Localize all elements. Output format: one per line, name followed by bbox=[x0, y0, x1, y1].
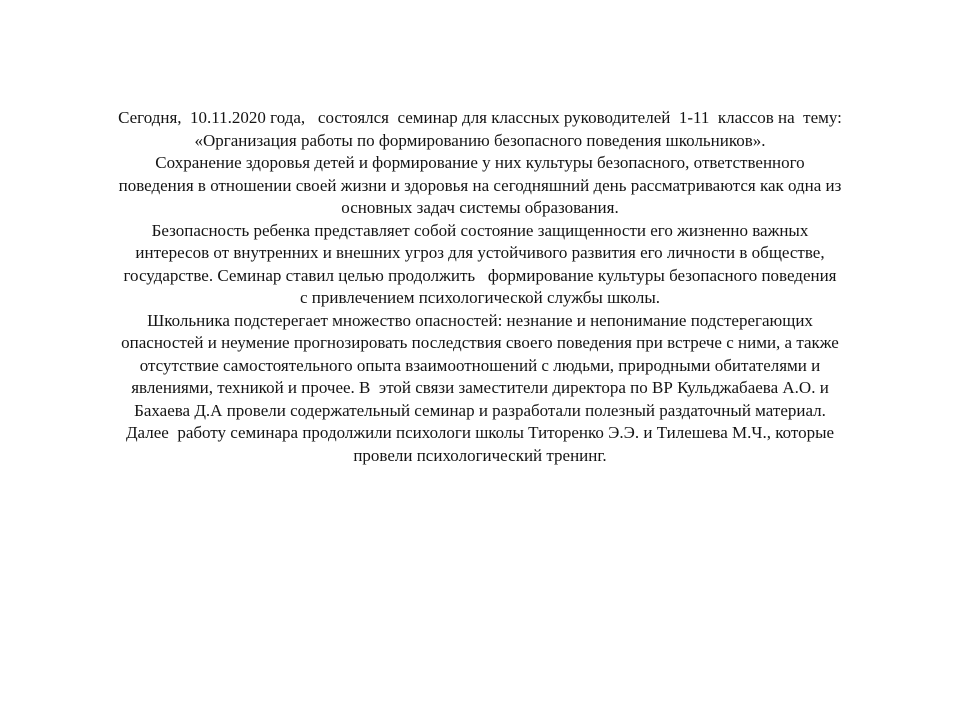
text-line: интересов от внутренних и внешних угроз для устойчивого развития его личности в обществе, bbox=[135, 243, 825, 262]
text-line: Бахаева Д.А провели содержательный семинар и разработали полезный раздаточный материал. bbox=[134, 400, 826, 420]
text-line: Безопасность ребенка представляет собой состояние защищенности его жизненно важных bbox=[151, 220, 809, 240]
text-line: Сохранение здоровья детей и формирование у них культуры безопасного, ответственного bbox=[155, 153, 805, 172]
text-line: «Организация работы по формированию безопасного поведения школьников». bbox=[194, 130, 766, 150]
text-line: Сегодня, 10.11.2020 года, состоялся семинар для классных руководителей 1-11 классов на тему: bbox=[118, 108, 842, 127]
document-body bbox=[40, 107, 920, 467]
text-line: поведения в отношении своей жизни и здоровья на сегодняшний день рассматриваются как одна из bbox=[118, 175, 842, 195]
text-line: явлениями, техникой и прочее. В этой связи заместители директора по ВР Кульджабаева А.О. и bbox=[131, 378, 829, 397]
text-line: провели психологический тренинг. bbox=[353, 445, 607, 465]
text-line: с привлечением психологической службы школы. bbox=[299, 288, 661, 307]
text-line: основных задач системы образования. bbox=[341, 198, 619, 217]
text-line: государстве. Семинар ставил целью продолжить формирование культуры безопасного поведения bbox=[123, 265, 837, 285]
text-line: Школьника подстерегает множество опасностей: незнание и непонимание подстерегающих bbox=[147, 310, 813, 330]
text-line: Далее работу семинара продолжили психологи школы Титоренко Э.Э. и Тилешева М.Ч., которые bbox=[125, 423, 835, 442]
text-line: отсутствие самостоятельного опыта взаимоотношений с людьми, природными обитателями и bbox=[139, 355, 821, 375]
text-line: опасностей и неумение прогнозировать последствия своего поведения при встрече с ними, а также bbox=[121, 333, 839, 352]
